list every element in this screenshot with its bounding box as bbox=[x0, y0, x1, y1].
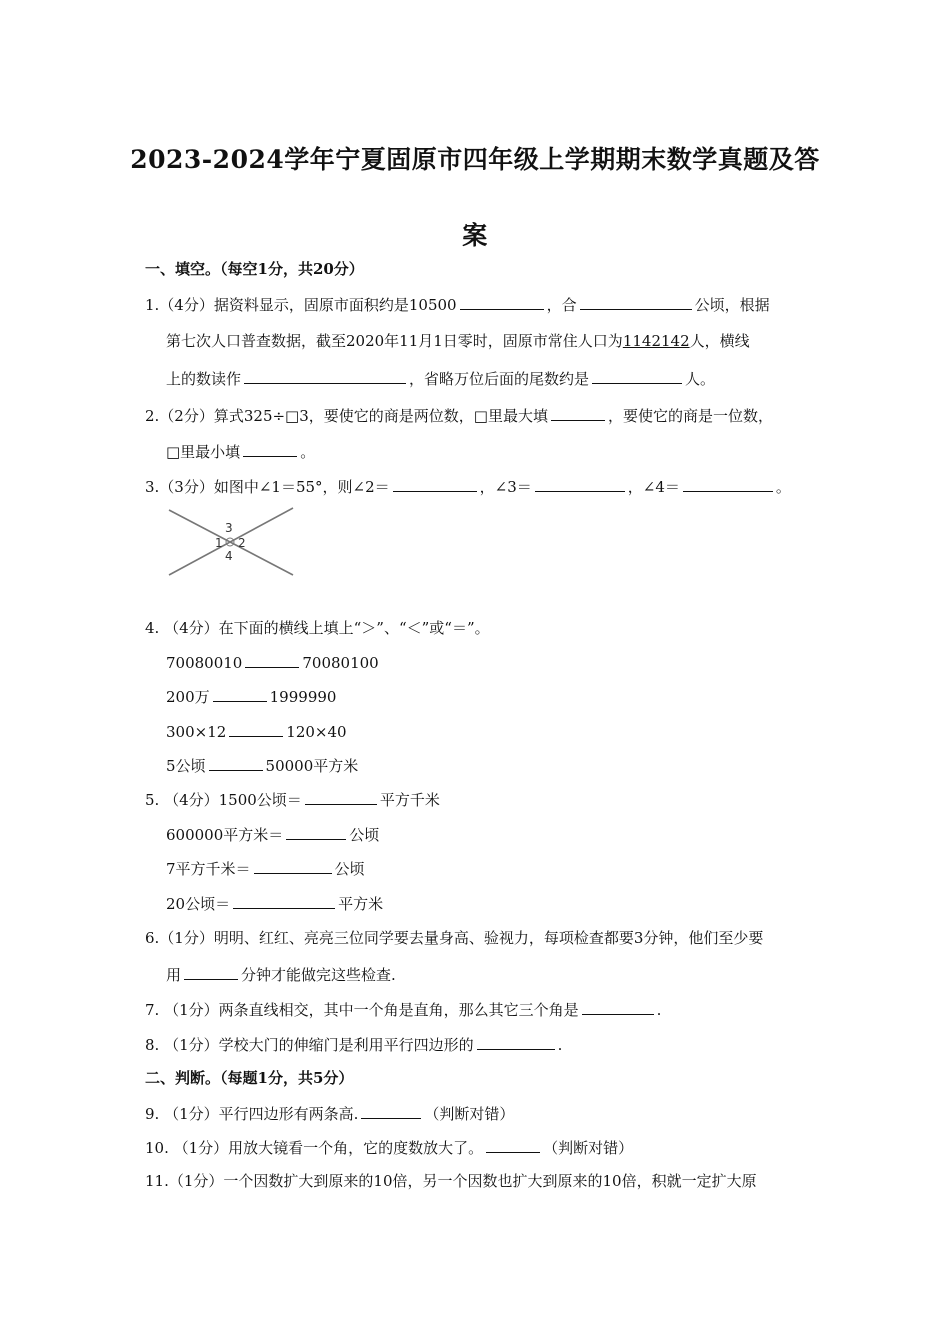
question-5-line-2: 600000平方米＝ 公顷 bbox=[166, 826, 380, 844]
answer-blank[interactable] bbox=[244, 368, 406, 384]
answer-blank[interactable] bbox=[683, 476, 773, 492]
answer-blank[interactable] bbox=[286, 824, 346, 840]
answer-blank[interactable] bbox=[243, 441, 297, 457]
page-title: 2023-2024学年宁夏固原市四年级上学期期末数学真题及答案 bbox=[130, 145, 820, 250]
answer-blank[interactable] bbox=[580, 294, 692, 310]
question-2-line-1: 2.（2分）算式325÷□3，要使它的商是两位数，□里最大填 ，要使它的商是一位数， bbox=[145, 407, 773, 425]
compare-row: 300×12 120×40 bbox=[166, 723, 347, 741]
question-4-stem: 4. （4分）在下面的横线上填上“＞”、“＜”或“＝”。 bbox=[145, 619, 490, 637]
answer-blank[interactable] bbox=[305, 789, 377, 805]
compare-row: 200万 1999990 bbox=[166, 688, 337, 706]
answer-blank[interactable] bbox=[184, 964, 238, 980]
question-3-line-1: 3.（3分）如图中∠1＝55°，则∠2＝ ，∠3＝ ，∠4＝ 。 bbox=[145, 478, 791, 496]
question-1-line-3: 上的数读作 ，省略万位后面的尾数约是 人。 bbox=[166, 370, 716, 388]
answer-blank[interactable] bbox=[361, 1103, 421, 1119]
section-2-heading: 二、判断。（每题1分，共5分） bbox=[145, 1069, 354, 1087]
compare-row: 70080010 70080100 bbox=[166, 654, 379, 672]
angle-label-1: 1 bbox=[215, 536, 223, 550]
answer-blank[interactable] bbox=[245, 652, 299, 668]
question-2-line-2: □里最小填 。 bbox=[166, 443, 316, 461]
question-8: 8. （1分）学校大门的伸缩门是利用平行四边形的 . bbox=[145, 1036, 563, 1054]
answer-blank[interactable] bbox=[254, 858, 332, 874]
angle-label-3: 3 bbox=[225, 521, 233, 535]
question-10: 10. （1分）用放大镜看一个角，它的度数放大了。 （判断对错） bbox=[145, 1139, 634, 1157]
question-11-line-1: 11.（1分）一个因数扩大到原来的10倍，另一个因数也扩大到原来的10倍，积就一定扩大原 bbox=[145, 1172, 757, 1190]
answer-blank[interactable] bbox=[460, 294, 544, 310]
answer-blank[interactable] bbox=[233, 893, 335, 909]
question-5-line-3: 7平方千米＝ 公顷 bbox=[166, 860, 365, 878]
answer-blank[interactable] bbox=[592, 368, 682, 384]
answer-blank[interactable] bbox=[209, 755, 263, 771]
answer-blank[interactable] bbox=[393, 476, 477, 492]
question-6-line-2: 用 分钟才能做完这些检查. bbox=[166, 966, 396, 984]
intersecting-lines-figure bbox=[166, 503, 298, 579]
section-1-heading: 一、填空。（每空1分，共20分） bbox=[145, 260, 364, 278]
compare-row: 5公顷 50000平方米 bbox=[166, 757, 359, 775]
answer-blank[interactable] bbox=[582, 999, 654, 1015]
question-7: 7. （1分）两条直线相交，其中一个角是直角，那么其它三个角是 . bbox=[145, 1001, 662, 1019]
answer-blank[interactable] bbox=[486, 1137, 540, 1153]
question-1-line-2: 第七次人口普查数据，截至2020年11月1日零时，固原市常住人口为1142142人，横线 bbox=[166, 332, 750, 350]
answer-blank[interactable] bbox=[551, 405, 605, 421]
question-6-line-1: 6.（1分）明明、红红、亮亮三位同学要去量身高、验视力，每项检查都要3分钟，他们至少要 bbox=[145, 929, 764, 947]
question-5-line-1: 5. （4分）1500公顷＝ 平方千米 bbox=[145, 791, 440, 809]
question-1-line-1: 1.（4分）据资料显示，固原市面积约是10500 ，合 公顷，根据 bbox=[145, 296, 770, 314]
answer-blank[interactable] bbox=[229, 721, 283, 737]
answer-blank[interactable] bbox=[213, 686, 267, 702]
answer-blank[interactable] bbox=[535, 476, 625, 492]
question-5-line-4: 20公顷＝ 平方米 bbox=[166, 895, 384, 913]
answer-blank[interactable] bbox=[477, 1034, 555, 1050]
angle-label-4: 4 bbox=[225, 549, 233, 563]
population-number: 1142142 bbox=[622, 332, 690, 350]
angle-label-2: 2 bbox=[238, 536, 246, 550]
question-9: 9. （1分）平行四边形有两条高. （判断对错） bbox=[145, 1105, 515, 1123]
